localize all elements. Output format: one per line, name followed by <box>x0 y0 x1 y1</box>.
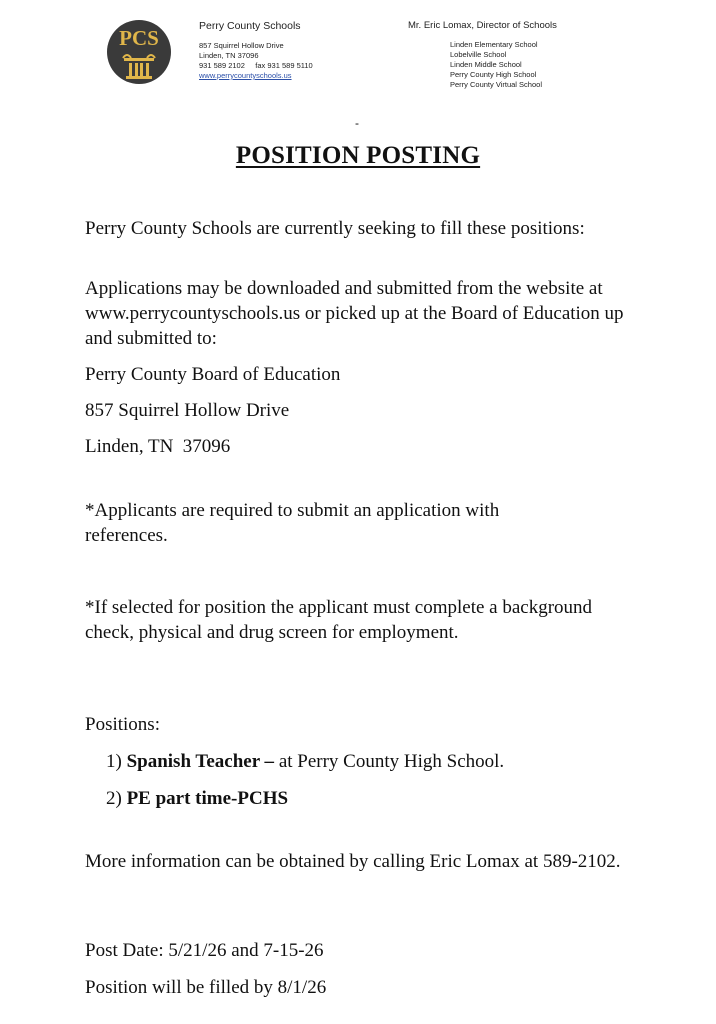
director-info <box>408 20 557 90</box>
position-item <box>106 786 288 811</box>
address-street: 857 Squirrel Hollow Drive <box>85 400 290 421</box>
letterhead <box>0 0 716 110</box>
org-info <box>199 20 313 81</box>
position-detail: at Perry County High School. <box>274 751 505 772</box>
org-website-link[interactable]: www.perrycountyschools.us <box>199 71 292 80</box>
positions-label: Positions: <box>85 714 160 735</box>
applications-text: Applications may be downloaded and submitted from the website at www.perrycountyschools.us or picked up at the Board of Education up and submitted to: <box>85 278 624 349</box>
column-icon <box>119 52 159 80</box>
director-name: Mr. Eric Lomax, Director of Schools <box>408 20 557 31</box>
org-phone-fax: 931 589 2102 fax 931 589 5110 <box>199 61 313 70</box>
school-item: Linden Middle School <box>450 60 522 69</box>
org-address-line1: 857 Squirrel Hollow Drive <box>199 41 284 50</box>
position-item <box>106 749 504 774</box>
more-info-text: More information can be obtained by calling Eric Lomax at 589-2102. <box>85 851 621 872</box>
address-city: Linden, TN 37096 <box>85 436 231 457</box>
org-address-line2: Linden, TN 37096 <box>199 51 259 60</box>
position-title: PE part time-PCHS <box>126 788 289 809</box>
filled-by-date: Position will be filled by 8/1/26 <box>85 977 327 998</box>
school-item: Perry County Virtual School <box>450 80 542 89</box>
org-name: Perry County Schools <box>199 20 301 32</box>
position-number: 2) <box>106 788 122 809</box>
logo-text: PCS <box>119 26 159 50</box>
address-name: Perry County Board of Education <box>85 364 341 385</box>
pcs-logo <box>107 20 171 84</box>
intro-text: Perry County Schools are currently seeking to fill these positions: <box>85 218 585 239</box>
school-list <box>450 40 557 90</box>
position-title: Spanish Teacher – <box>126 751 275 772</box>
post-date: Post Date: 5/21/26 and 7-15-26 <box>85 940 324 961</box>
separator-dash: - <box>355 116 359 130</box>
position-number: 1) <box>106 751 122 772</box>
page-title: POSITION POSTING <box>235 142 481 169</box>
references-note: *Applicants are required to submit an application with references. <box>85 500 500 546</box>
school-item: Linden Elementary School <box>450 40 538 49</box>
background-check-note: *If selected for position the applicant must complete a background check, physical and drug screen for employment. <box>85 597 593 643</box>
school-item: Lobelville School <box>450 50 507 59</box>
school-item: Perry County High School <box>450 70 537 79</box>
